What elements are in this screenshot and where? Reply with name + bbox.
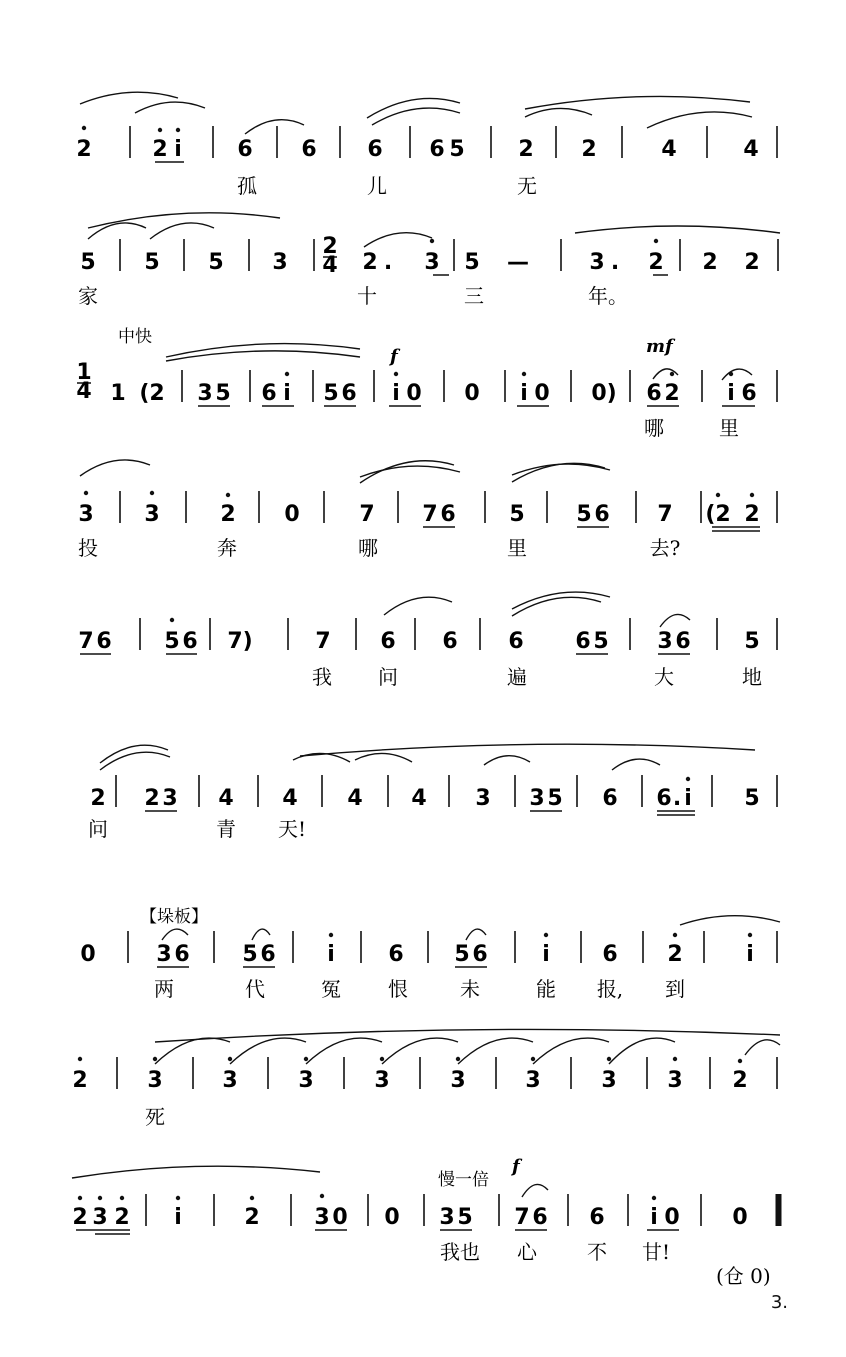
note: 5 (547, 786, 563, 811)
octave-dot (120, 1196, 124, 1200)
lyric: 未 (460, 977, 480, 1001)
octave-dot (78, 1057, 82, 1061)
note: 0 (464, 381, 480, 406)
octave-dot (304, 1057, 308, 1061)
lyric: 两 (154, 977, 174, 1001)
note: 2 (518, 137, 534, 162)
note: 2 (581, 137, 597, 162)
note: 3 (314, 1205, 330, 1230)
slur (367, 98, 460, 118)
note: 2 (244, 1205, 260, 1230)
lyric: 哪 (644, 416, 664, 440)
slur (355, 753, 412, 762)
slur (680, 916, 780, 925)
note: 3 (156, 942, 172, 967)
note: 6 (301, 137, 317, 162)
barlines (116, 126, 780, 1226)
note: 0 (534, 381, 550, 406)
octave-dot (394, 372, 398, 376)
note: 5 (208, 250, 224, 275)
note: i (684, 786, 692, 811)
note: 3 (424, 250, 440, 275)
note: (2 (139, 381, 165, 406)
octave-dot (544, 933, 548, 937)
note: 5 (454, 942, 470, 967)
note: 4 (661, 137, 677, 162)
lyric: 去? (649, 536, 681, 560)
slur (360, 466, 460, 477)
lyric: 里 (507, 536, 527, 560)
octave-dot (285, 372, 289, 376)
note: 6 (367, 137, 383, 162)
note: 5 (593, 629, 609, 654)
note: 5 (80, 250, 96, 275)
octave-dot (226, 493, 230, 497)
note: (2 (705, 502, 731, 527)
note: i (327, 942, 335, 967)
lyric: 不 (587, 1240, 607, 1264)
octave-dot (170, 618, 174, 622)
slur (647, 112, 752, 128)
octave-dot (607, 1057, 611, 1061)
note: 7 (359, 502, 375, 527)
slur (72, 1166, 320, 1178)
note: 5 (576, 502, 592, 527)
note: 2 (664, 381, 680, 406)
note: 5 (323, 381, 339, 406)
note: 2 (114, 1205, 130, 1230)
octave-dot (748, 933, 752, 937)
note: 6 (472, 942, 488, 967)
note: 6 (429, 137, 445, 162)
note: 6 (594, 502, 610, 527)
note: 3 (197, 381, 213, 406)
note: 6 (646, 381, 662, 406)
slur (150, 223, 214, 239)
note: 5 (215, 381, 231, 406)
octave-dot (78, 1196, 82, 1200)
note: 3 (439, 1205, 455, 1230)
octave-dot (176, 128, 180, 132)
note: 2 (152, 137, 168, 162)
slur (162, 929, 188, 940)
dynamic-marking: f (390, 346, 398, 367)
octave-dot (729, 372, 733, 376)
note: 3 (272, 250, 288, 275)
note: 0 (732, 1205, 748, 1230)
note: 5 (144, 250, 160, 275)
note: 6 (174, 942, 190, 967)
note: 6 (96, 629, 112, 654)
lyric: 我也 (440, 1240, 480, 1264)
slur (466, 929, 486, 940)
slur (166, 344, 360, 357)
octave-dot (176, 1196, 180, 1200)
note: 7 (78, 629, 94, 654)
lyric: 十 (357, 284, 377, 308)
lyric: 问 (88, 817, 108, 841)
note: 3 (601, 1068, 617, 1093)
note: 5 (449, 137, 465, 162)
lyric: 青 (216, 817, 236, 841)
note: 2 (667, 942, 683, 967)
note: 7 (422, 502, 438, 527)
lyric: 甘! (641, 1240, 671, 1264)
note: — (507, 250, 529, 275)
lyric: 心 (517, 1240, 537, 1264)
octave-dot (750, 493, 754, 497)
note: 3 (525, 1068, 541, 1093)
note: 0 (384, 1205, 400, 1230)
note: 0 (664, 1205, 680, 1230)
lyric: 家 (78, 284, 98, 308)
note: 5 (744, 629, 760, 654)
note: 4 (743, 137, 759, 162)
note: 6 (589, 1205, 605, 1230)
slur (525, 108, 592, 117)
slur (745, 1040, 780, 1055)
note: 0) (591, 381, 617, 406)
octave-dot (456, 1057, 460, 1061)
note: 6 (440, 502, 456, 527)
note: 3 (667, 1068, 683, 1093)
note: 7) (227, 629, 253, 654)
lyric: 死 (145, 1105, 165, 1129)
octave-dot (522, 372, 526, 376)
note: 6 (341, 381, 357, 406)
note: 2 (362, 250, 378, 275)
note: 3 (475, 786, 491, 811)
time-signature: 2 (322, 234, 338, 259)
note: 2 (648, 250, 664, 275)
note: 0 (406, 381, 422, 406)
lyric: 我 (312, 665, 332, 689)
lyric: 问 (378, 665, 398, 689)
note: 7 (657, 502, 673, 527)
slur (155, 1029, 780, 1042)
tempo-marking: (仓 0) (716, 1264, 771, 1288)
note: i (520, 381, 528, 406)
note: . (610, 250, 620, 275)
note: 3 (298, 1068, 314, 1093)
slur (525, 96, 750, 109)
octave-dot (250, 1196, 254, 1200)
note: i (174, 1205, 182, 1230)
lyric: 能 (536, 977, 556, 1001)
note: 6 (675, 629, 691, 654)
note: i (283, 381, 291, 406)
tempo-marking: 中快 (118, 327, 152, 347)
note: 4 (347, 786, 363, 811)
note: 2 (144, 786, 160, 811)
note: 3 (78, 502, 94, 527)
note: 6 (237, 137, 253, 162)
lyric: 大 (654, 665, 674, 689)
note: 3 (374, 1068, 390, 1093)
slur (245, 120, 304, 134)
octave-dot (82, 126, 86, 130)
note: 0 (332, 1205, 348, 1230)
slur (372, 108, 460, 125)
slur (166, 351, 360, 361)
octave-dot (670, 372, 674, 376)
slur (722, 369, 752, 380)
lyric: 年。 (588, 284, 628, 308)
lyric: 报, (596, 977, 624, 1001)
note: 5 (457, 1205, 473, 1230)
note: 6 (182, 629, 198, 654)
lyric: 地 (742, 665, 762, 689)
octave-dot (84, 491, 88, 495)
note: 3 (144, 502, 160, 527)
note: i (746, 942, 754, 967)
note: 6 (508, 629, 524, 654)
slur (252, 929, 270, 940)
octave-dot (329, 933, 333, 937)
octave-dot (716, 493, 720, 497)
octave-dot (654, 239, 658, 243)
slur (384, 597, 452, 615)
octave-dot (673, 1057, 677, 1061)
dynamic-marking: mf (646, 336, 673, 357)
slur (135, 102, 205, 113)
note: 2 (220, 502, 236, 527)
octave-dot (652, 1196, 656, 1200)
tempo-marking: 【垛板】 (140, 907, 208, 927)
note: 2 (744, 502, 760, 527)
note: 4 (282, 786, 298, 811)
slur (484, 756, 530, 765)
note: 0 (284, 502, 300, 527)
lyric: 三 (464, 284, 484, 308)
slur (88, 213, 280, 228)
lyric: 投 (78, 536, 98, 560)
note: i (174, 137, 182, 162)
lyric: 代 (245, 977, 265, 1001)
octave-dot (738, 1059, 742, 1063)
note: 7 (514, 1205, 530, 1230)
octave-dot (158, 128, 162, 132)
octave-dot (430, 239, 434, 243)
octave-dot (228, 1057, 232, 1061)
slur (660, 614, 690, 627)
lyric: 哪 (358, 536, 378, 560)
note: 5 (744, 786, 760, 811)
octave-dot (686, 777, 690, 781)
note: 6 (388, 942, 404, 967)
octave-dot (673, 933, 677, 937)
note: 3 (589, 250, 605, 275)
slur (522, 1184, 548, 1197)
note: 5 (464, 250, 480, 275)
lyric: 天! (277, 817, 307, 841)
note: 5 (242, 942, 258, 967)
note: 6 (741, 381, 757, 406)
note: 3 (92, 1205, 108, 1230)
lyric: 孤 (237, 174, 257, 198)
dynamic-marking: f (512, 1156, 520, 1177)
note: 1 (110, 381, 126, 406)
slur (80, 460, 150, 476)
note: 2 (72, 1205, 88, 1230)
note: . (672, 786, 682, 811)
note: 4 (218, 786, 234, 811)
lyric: 到 (665, 977, 685, 1001)
note: 6 (442, 629, 458, 654)
note: 3 (162, 786, 178, 811)
slur (653, 369, 678, 379)
note: 3 (450, 1068, 466, 1093)
time-signature: 1 (76, 360, 92, 385)
lyric: 冤 (321, 977, 341, 1001)
slur (364, 233, 432, 247)
octave-dot (150, 491, 154, 495)
note: 6 (380, 629, 396, 654)
lyric: 无 (517, 174, 537, 198)
lyric: 恨 (388, 977, 408, 1001)
note: 7 (315, 629, 331, 654)
slur (80, 92, 178, 104)
note: i (727, 381, 735, 406)
slur (609, 1038, 675, 1064)
time-signature: 4 (322, 253, 338, 278)
note: 2 (76, 137, 92, 162)
note: 3 (222, 1068, 238, 1093)
note: 6 (575, 629, 591, 654)
note: 4 (411, 786, 427, 811)
note: i (650, 1205, 658, 1230)
note: 3 (147, 1068, 163, 1093)
note: 2 (732, 1068, 748, 1093)
octave-dot (531, 1057, 535, 1061)
note: 6 (602, 786, 618, 811)
note: . (383, 250, 393, 275)
note: 2 (702, 250, 718, 275)
note: 0 (80, 942, 96, 967)
note: 6 (656, 786, 672, 811)
note: 6 (532, 1205, 548, 1230)
note: 3 (657, 629, 673, 654)
note: i (542, 942, 550, 967)
octave-dot (380, 1057, 384, 1061)
slur (612, 759, 660, 770)
note: i (392, 381, 400, 406)
lyric: 儿 (367, 174, 387, 198)
tempo-marking: 慢一倍 (438, 1170, 489, 1190)
note: 5 (509, 502, 525, 527)
octave-dot (98, 1196, 102, 1200)
note: 2 (72, 1068, 88, 1093)
slur (300, 744, 755, 756)
note: 5 (164, 629, 180, 654)
slur (512, 597, 601, 616)
octave-dot (320, 1194, 324, 1198)
note: 6 (261, 381, 277, 406)
octave-dot (153, 1057, 157, 1061)
lyric: 奔 (217, 536, 237, 560)
lyric: 遍 (507, 665, 527, 689)
page-number: 3. (770, 1292, 788, 1313)
time-signature: 4 (76, 379, 92, 404)
note: 2 (744, 250, 760, 275)
slur (575, 226, 780, 233)
note: 3 (529, 786, 545, 811)
lyric: 里 (719, 416, 739, 440)
note: 2 (90, 786, 106, 811)
note: 6 (602, 942, 618, 967)
note: 6 (260, 942, 276, 967)
